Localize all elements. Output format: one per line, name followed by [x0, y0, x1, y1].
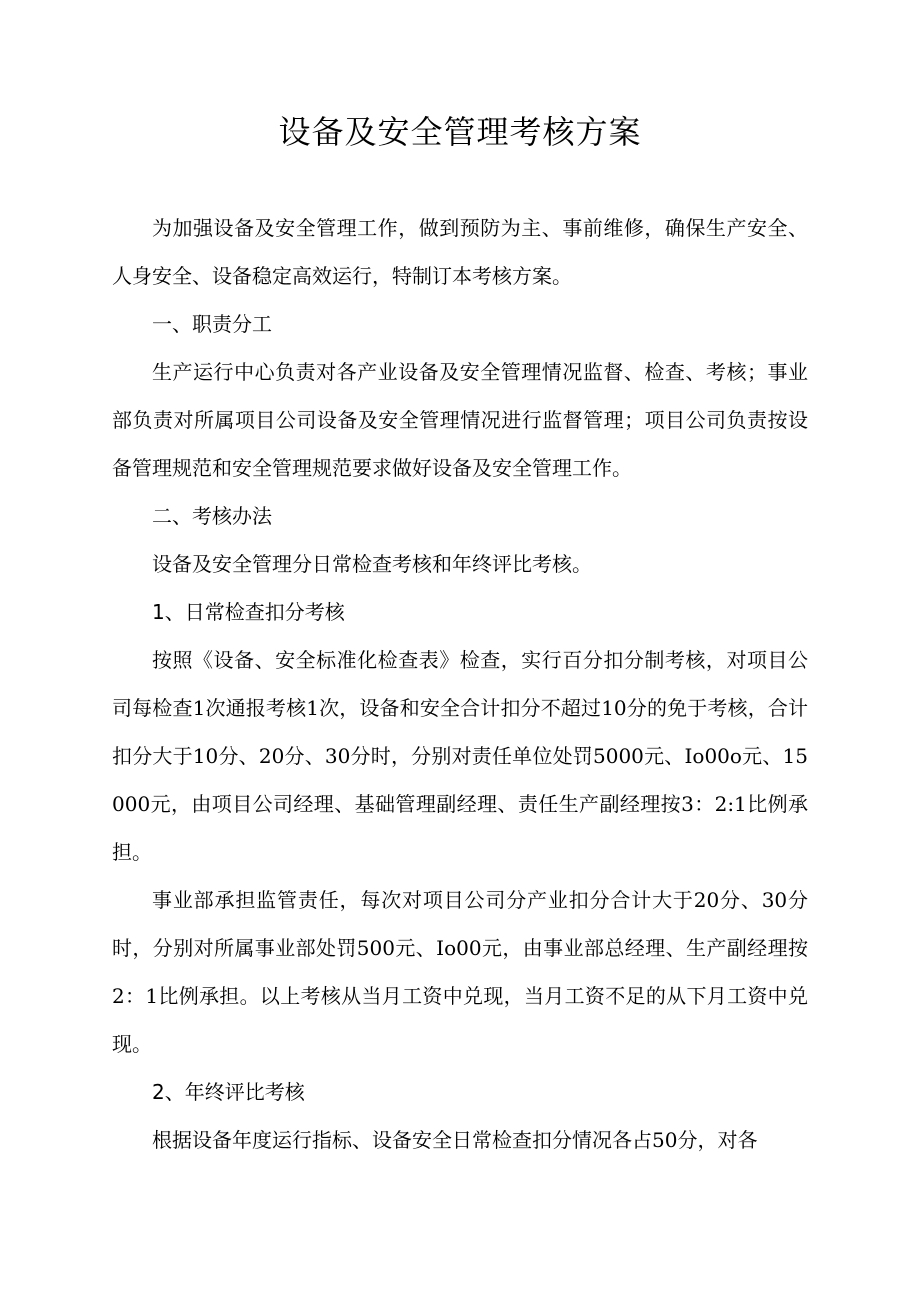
assessment-overview-paragraph: 设备及安全管理分日常检查考核和年终评比考核。 [152, 552, 592, 576]
subheading-year-end-evaluation: 2、年终评比考核 [152, 1080, 305, 1104]
year-end-evaluation-paragraph: 根据设备年度运行指标、设备安全日常检查扣分情况各占50分，对各 [152, 1128, 758, 1152]
subheading-daily-inspection: 1、日常检查扣分考核 [152, 600, 345, 624]
responsibilities-paragraph: 生产运行中心负责对各产业设备及安全管理情况监督、检查、考核；事业部负责对所属项目公司设备及安全管理情况进行监督管理；项目公司负责按设备管理规范和安全管理规范要求做好设备及安全管理工作。 [112, 360, 808, 480]
division-responsibility-paragraph: 事业部承担监管责任，每次对项目公司分产业扣分合计大于20分、30分时，分别对所属事业部处罚500元、Io00元，由事业部总经理、生产副经理按2：1比例承担。以上考核从当月工资中兑现，当月工资不足的从下月工资中兑现。 [112, 888, 808, 1056]
document-title: 设备及安全管理考核方案 [278, 113, 642, 151]
intro-paragraph: 为加强设备及安全管理工作，做到预防为主、事前维修，确保生产安全、人身安全、设备稳定高效运行，特制订本考核方案。 [112, 216, 808, 288]
document-body [112, 204, 808, 1164]
daily-inspection-paragraph: 按照《设备、安全标准化检查表》检查，实行百分扣分制考核，对项目公司每检查1次通报考核1次，设备和安全合计扣分不超过10分的免于考核，合计扣分大于10分、20分、30分时，分别对责任单位处罚5000元、Io00o元、15000元，由项目公司经理、基础管理副经理、责任生产副经理按3：2:1比例承担。 [112, 648, 808, 864]
section-heading-responsibilities: 一、职责分工 [152, 312, 272, 336]
section-heading-assessment-method: 二、考核办法 [152, 504, 272, 528]
